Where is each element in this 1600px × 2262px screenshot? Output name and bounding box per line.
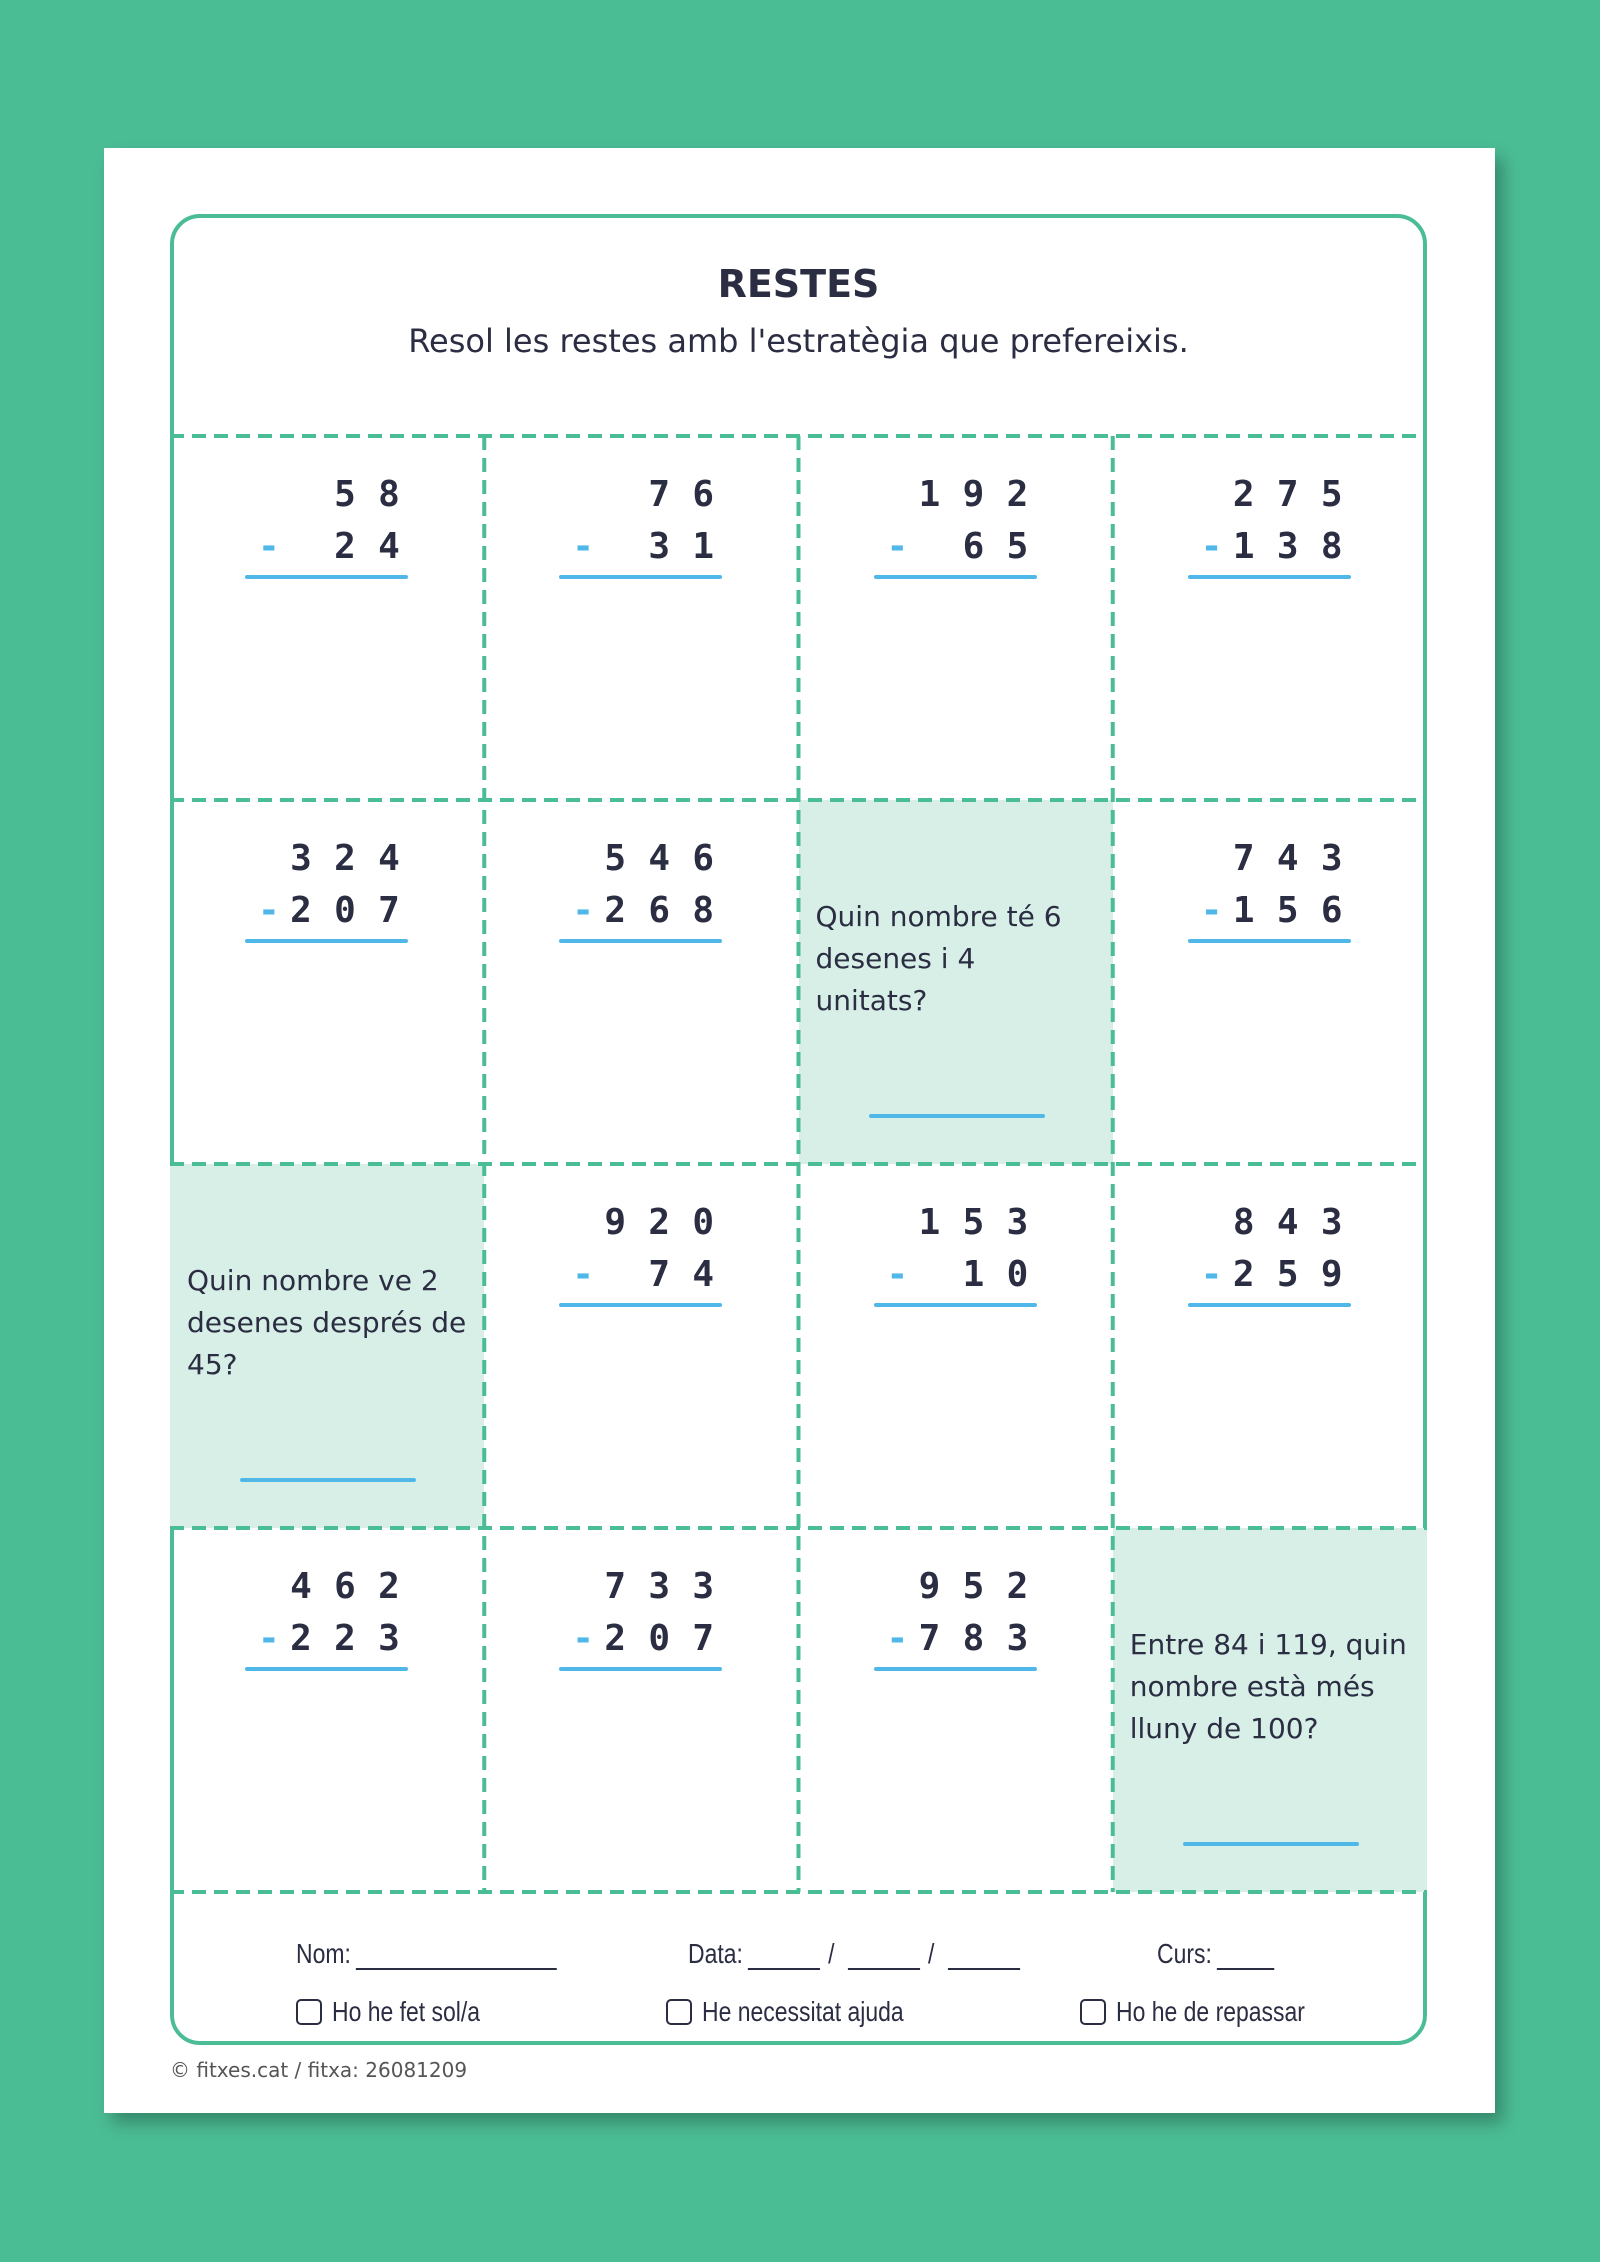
worksheet-frame	[170, 214, 1427, 2045]
minus-sign: -	[572, 890, 594, 931]
digit: 0	[648, 1618, 671, 1659]
digit: 2	[334, 526, 356, 567]
date-row	[688, 1938, 1020, 1970]
question-text: Quin nombre ve 2 desenes després de 45?	[187, 1264, 467, 1381]
question-text: Entre 84 i 119, quin nombre està més lluny de 100?	[1129, 1628, 1407, 1745]
digit: 2	[1232, 1254, 1255, 1295]
minus-sign: -	[572, 526, 594, 567]
date-separator: /	[828, 1938, 835, 1969]
digit: 6	[648, 890, 671, 931]
digit: 9	[918, 1566, 941, 1607]
digit: 2	[1232, 474, 1255, 515]
digit: 4	[648, 838, 671, 879]
name-label: Nom:	[296, 1938, 351, 1969]
checkbox-repassar[interactable]	[1080, 1999, 1106, 2025]
digit: 1	[1232, 526, 1255, 567]
minus-sign: -	[1200, 1254, 1223, 1295]
digit: 4	[692, 1254, 715, 1295]
checkbox-ajuda-label: He necessitat ajuda	[702, 1996, 904, 2027]
digit: 9	[1320, 1254, 1343, 1295]
digit: 3	[1276, 526, 1299, 567]
exercise-grid	[170, 436, 1427, 1892]
digit: 2	[1006, 1566, 1029, 1607]
digit: 5	[962, 1202, 985, 1243]
digit: 0	[1006, 1254, 1029, 1295]
course-field[interactable]	[1217, 1938, 1274, 1970]
digit: 7	[692, 1618, 715, 1659]
checkbox-repassar-label: Ho he de repassar	[1116, 1996, 1305, 2027]
date-label: Data:	[688, 1938, 743, 1969]
digit: 2	[604, 1618, 627, 1659]
digit: 2	[1006, 474, 1029, 515]
copyright-note: © fitxes.cat / fitxa: 26081209	[170, 2058, 468, 2082]
minus-sign: -	[572, 1618, 594, 1659]
course-label: Curs:	[1157, 1938, 1212, 1969]
digit: 2	[334, 1618, 356, 1659]
digit: 5	[1276, 890, 1299, 931]
digit: 8	[378, 474, 400, 515]
minus-sign: -	[886, 526, 909, 567]
digit: 3	[1320, 1202, 1343, 1243]
page-subtitle: Resol les restes amb l'estratègia que prefereixis.	[408, 322, 1189, 360]
digit: 1	[918, 474, 941, 515]
minus-sign: -	[258, 526, 280, 567]
date-day-field[interactable]	[748, 1938, 820, 1970]
minus-sign: -	[572, 1254, 594, 1295]
digit: 3	[1320, 838, 1343, 879]
digit: 2	[648, 1202, 671, 1243]
digit: 9	[962, 474, 985, 515]
digit: 7	[918, 1618, 941, 1659]
checkbox-sol[interactable]	[296, 1999, 322, 2025]
digit: 7	[1232, 838, 1255, 879]
digit: 6	[962, 526, 985, 567]
digit: 6	[692, 838, 715, 879]
digit: 2	[378, 1566, 400, 1607]
digit: 4	[378, 526, 400, 567]
digit: 4	[290, 1566, 312, 1607]
minus-sign: -	[258, 890, 280, 931]
digit: 1	[962, 1254, 985, 1295]
digit: 2	[290, 890, 312, 931]
digit: 0	[334, 890, 356, 931]
minus-sign: -	[1200, 890, 1223, 931]
course-row	[1157, 1938, 1274, 1970]
grid-dashed-lines	[170, 436, 1427, 1892]
digit: 1	[692, 526, 715, 567]
digit: 5	[962, 1566, 985, 1607]
digit: 1	[918, 1202, 941, 1243]
digit: 7	[648, 474, 671, 515]
question-text: Quin nombre té 6 desenes i 4 unitats?	[815, 900, 1062, 1017]
name-row	[296, 1938, 557, 1970]
digit: 2	[334, 838, 356, 879]
checkbox-ajuda[interactable]	[666, 1999, 692, 2025]
date-year-field[interactable]	[948, 1938, 1020, 1970]
digit: 0	[692, 1202, 715, 1243]
digit: 8	[962, 1618, 985, 1659]
digit: 6	[334, 1566, 356, 1607]
digit: 7	[648, 1254, 671, 1295]
digit: 2	[290, 1618, 312, 1659]
digit: 4	[1276, 838, 1299, 879]
digit: 5	[1276, 1254, 1299, 1295]
digit: 4	[1276, 1202, 1299, 1243]
digit: 5	[1320, 474, 1343, 515]
digit: 6	[692, 474, 715, 515]
digit: 3	[378, 1618, 400, 1659]
digit: 5	[1006, 526, 1029, 567]
digit: 6	[1320, 890, 1343, 931]
digit: 9	[604, 1202, 627, 1243]
name-field[interactable]	[356, 1938, 557, 1970]
digit: 4	[378, 838, 400, 879]
digit: 8	[692, 890, 715, 931]
digit: 2	[604, 890, 627, 931]
digit: 8	[1320, 526, 1343, 567]
date-month-field[interactable]	[848, 1938, 920, 1970]
minus-sign: -	[886, 1254, 909, 1295]
page-title: RESTES	[717, 262, 880, 306]
digit: 3	[1006, 1202, 1029, 1243]
digit: 5	[604, 838, 627, 879]
digit: 1	[1232, 890, 1255, 931]
digit: 3	[648, 526, 671, 567]
worksheet-page	[104, 148, 1495, 2113]
digit: 5	[334, 474, 356, 515]
digit: 7	[378, 890, 400, 931]
digit: 3	[648, 1566, 671, 1607]
digit: 8	[1232, 1202, 1255, 1243]
minus-sign: -	[886, 1618, 909, 1659]
digit: 3	[1006, 1618, 1029, 1659]
minus-sign: -	[1200, 526, 1223, 567]
date-separator: /	[928, 1938, 935, 1969]
digit: 3	[290, 838, 312, 879]
checkbox-sol-label: Ho he fet sol/a	[332, 1996, 481, 2027]
digit: 3	[692, 1566, 715, 1607]
minus-sign: -	[258, 1618, 280, 1659]
digit: 7	[604, 1566, 627, 1607]
digit: 7	[1276, 474, 1299, 515]
